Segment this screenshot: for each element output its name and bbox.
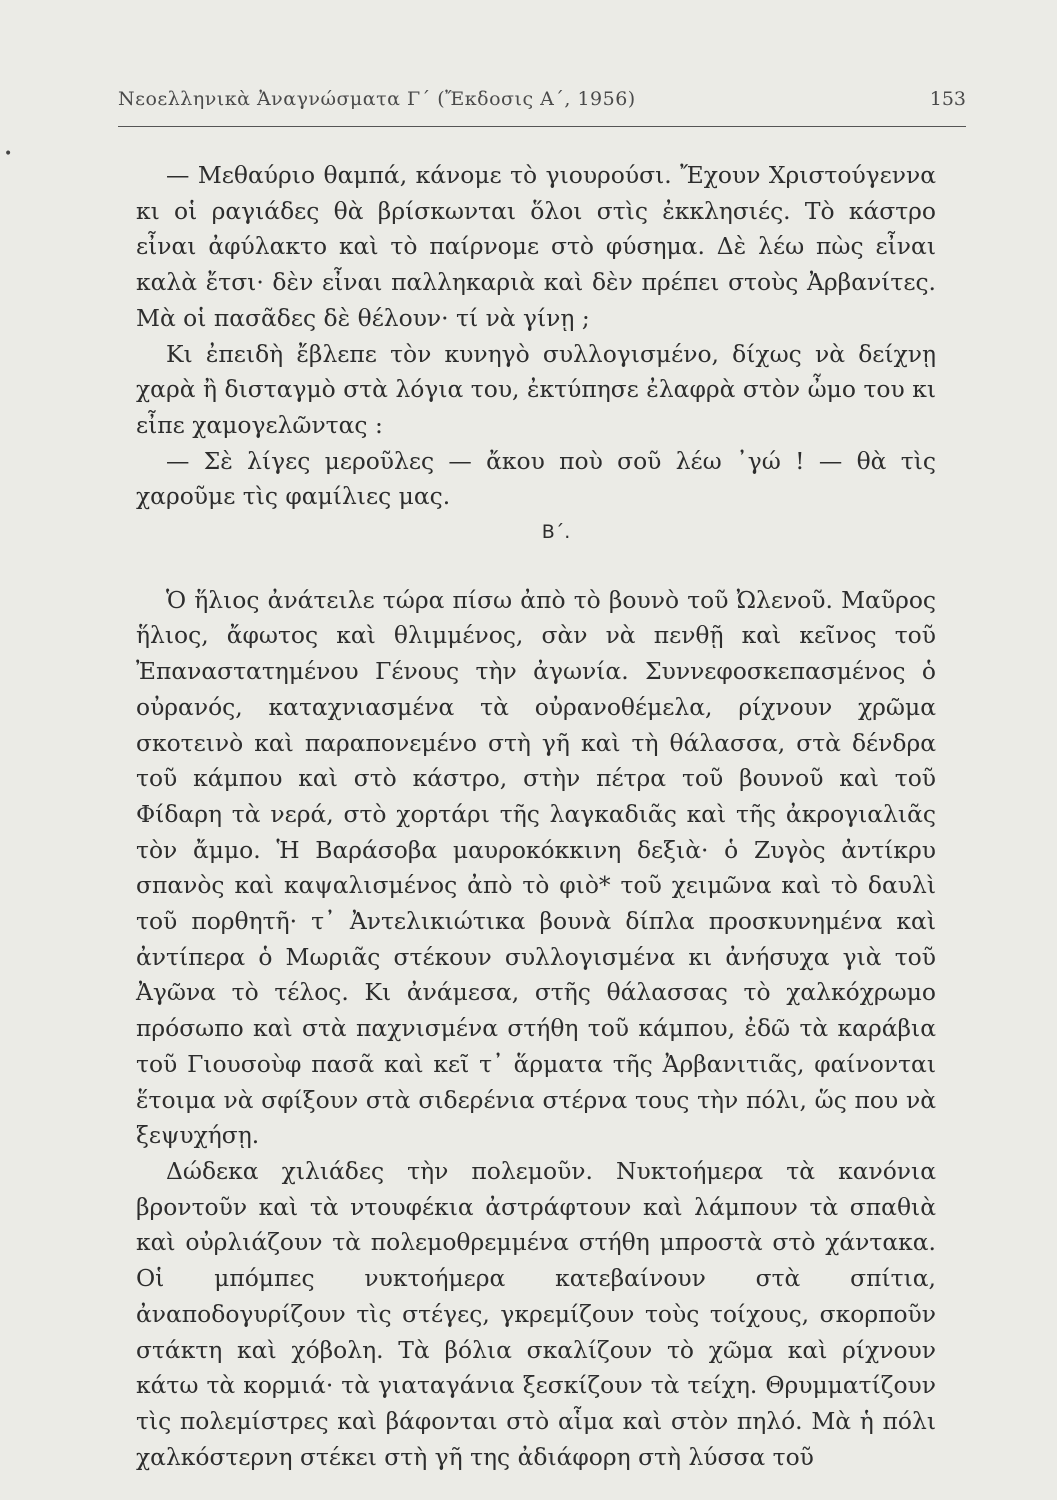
paragraph: Ὁ ἥλιος ἀνάτειλε τώρα πίσω ἀπὸ τὸ βουνὸ τοῦ Ὠλενοῦ. Μαῦρος ἥλιος, ἄφωτος καὶ θλιμμένος, σὰν νὰ πενθῇ καὶ κεῖνος τοῦ Ἐπαναστατημένου Γένους τὴν ἀγωνία. Συννεφοσκεπασμένος ὁ οὐρανός, καταχνιασμένα τὰ οὐρανοθέμελα, ρίχνουν χρῶμα σκοτεινὸ καὶ παραπονεμένο στὴ γῆ καὶ τὴ θάλασσα, στὰ δένδρα τοῦ κάμπου καὶ στὸ κάστρο, στὴν πέτρα τοῦ βουνοῦ καὶ τοῦ Φίδαρη τὰ νερά, στὸ χορτάρι τῆς λαγκαδιᾶς καὶ τῆς ἀκρογιαλιᾶς τὸν ἄμμο. Ἡ Βαράσοβα μαυροκόκκινη δεξιὰ· ὁ Ζυγὸς ἀντίκρυ σπανὸς καὶ καψαλισμένος ἀπὸ τὸ φιὸ* τοῦ χειμῶνα καὶ τὸ δαυλὶ τοῦ πορθητῆ· τ᾽ Ἀντελικιώτικα βουνὰ δίπλα προσκυνημένα καὶ ἀντίπερα ὁ Μωριᾶς στέκουν συλλογισμένα κι ἀνήσυχα γιὰ τοῦ Ἀγῶνα τὸ τέλος. Κι ἀνάμεσα, στῆς θάλασσας τὸ χαλκόχρωμο πρόσωπο καὶ στὰ παχνισμένα στήθη τοῦ κάμπου, ἐδῶ τὰ καράβια τοῦ Γιουσοὺφ πασᾶ καὶ κεῖ τ᾽ ἅρματα τῆς Ἀρβανιτιᾶς, φαίνονται ἕτοιμα νὰ σφίξουν στὰ σιδερένια στέρνα τους τὴν πόλι, ὥς που νὰ ξεψυχήσῃ. [136, 585, 936, 1150]
page-number: 153 [929, 88, 966, 110]
section-marker: Β΄. [541, 521, 571, 544]
paragraph: Κι ἐπειδὴ ἔβλεπε τὸν κυνηγὸ συλλογισμένο, δίχως νὰ δείχνῃ χαρὰ ἢ δισταγμὸ στὰ λόγια του, ἐκτύπησε ἐλαφρὰ στὸν ὦμο του κι εἶπε χαμογελῶντας : [136, 339, 936, 439]
margin-mark: • [4, 146, 13, 162]
paragraph: — Σὲ λίγες μεροῦλες — ἄκου ποὺ σοῦ λέω ᾽γώ ! — θὰ τὶς χαροῦμε τὶς φαμίλιες μας. [136, 446, 936, 511]
header-title: Νεοελληνικὰ Ἀναγνώσματα Γ΄ (Ἔκδοσις Α΄, 1956) [118, 88, 636, 110]
paragraph: Δώδεκα χιλιάδες τὴν πολεμοῦν. Νυκτοήμερα τὰ κανόνια βροντοῦν καὶ τὰ ντουφέκια ἀστράφτουν καὶ λάμπουν τὰ σπαθιὰ καὶ οὐρλιάζουν τὰ πολεμοθρεμμένα στήθη μπροστὰ στὸ χάντακα. Οἱ μπόμπες νυκτοήμερα κατεβαίνουν στὰ σπίτια, ἀναποδογυρίζουν τὶς στέγες, γκρεμίζουν τοὺς τοίχους, σκορποῦν στάκτη καὶ χόβολη. Τὰ βόλια σκαλίζουν τὸ χῶμα καὶ ρίχνουν κάτω τὰ κορμιά· τὰ γιαταγάνια ξεσκίζουν τὰ τείχη. Θρυμματίζουν τὶς πολεμίστρες καὶ βάφονται στὸ αἷμα καὶ στὸν πηλό. Μὰ ἡ πόλι χαλκόστερνη στέκει στὴ γῆ της ἀδιάφορη στὴ λύσσα τοῦ [136, 1156, 936, 1471]
body-text [136, 158, 936, 1475]
paragraph: — Μεθαύριο θαμπά, κάνομε τὸ γιουρούσι. Ἔχουν Χριστούγεννα κι οἱ ραγιάδες θὰ βρίσκωνται ὅλοι στὶς ἐκκλησιές. Τὸ κάστρο εἶναι ἀφύλακτο καὶ τὸ παίρνομε στὸ φύσημα. Δὲ λέω πὼς εἶναι καλὰ ἔτσι· δὲν εἶναι παλληκαριὰ καὶ δὲν πρέπει στοὺς Ἀρβανίτες. Μὰ οἱ πασᾶδες δὲ θέλουν· τί νὰ γίνῃ ; [136, 161, 936, 332]
running-header [118, 84, 966, 127]
